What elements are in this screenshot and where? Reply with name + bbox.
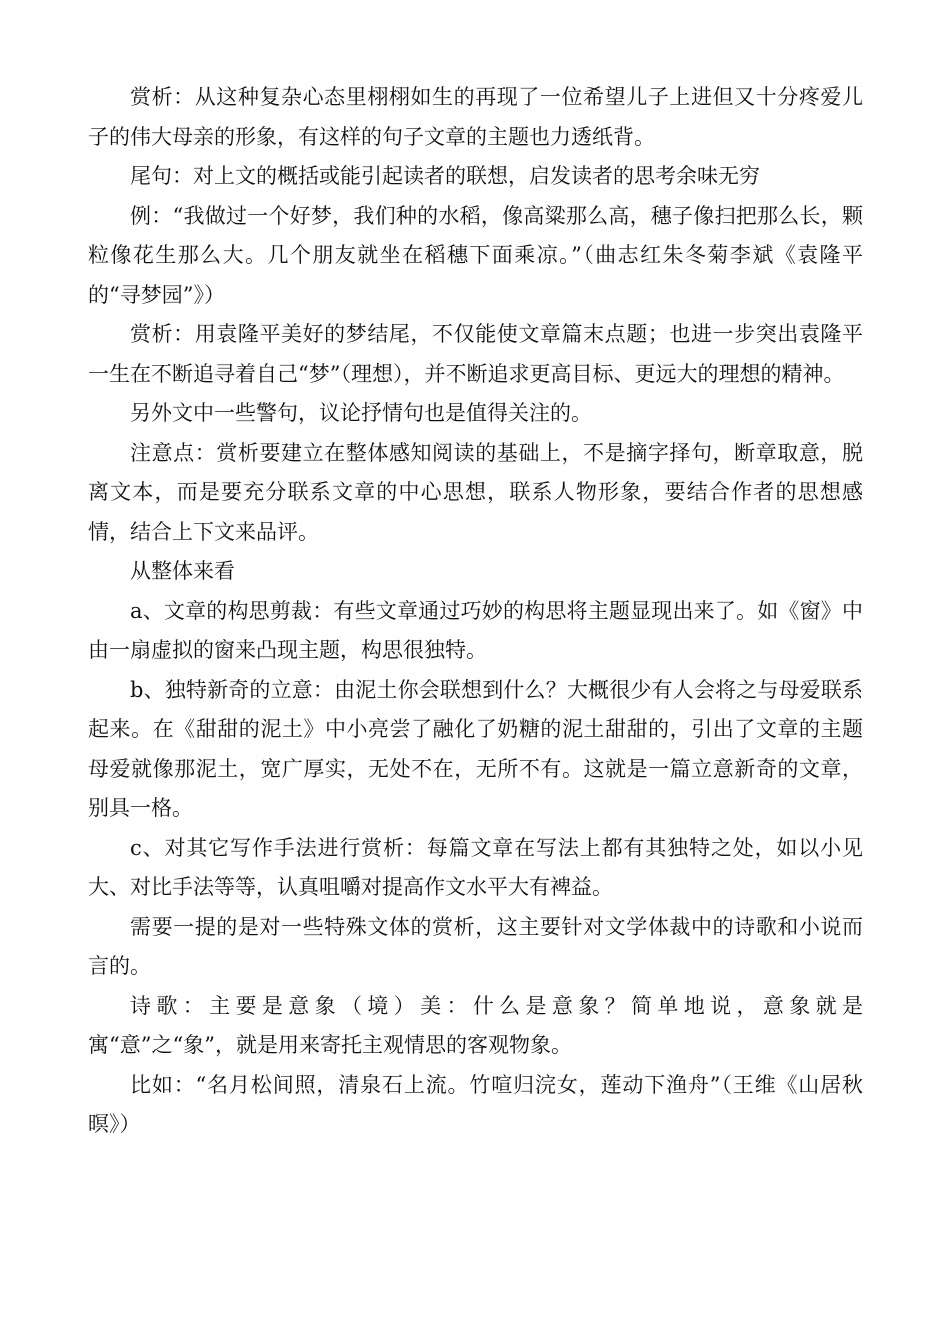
paragraph-attention-points: 注意点：赏析要建立在整体感知阅读的基础上，不是摘字择句，断章取意，脱离文本，而是要充分联系文章的中心思想，联系人物形象，要结合作者的思想感情，结合上下文来品评。 (88, 440, 863, 544)
paragraph-maxims: 另外文中一些警句，议论抒情句也是值得关注的。 (130, 401, 592, 425)
paragraph-item-c: c、对其它写作手法进行赏析：每篇文章在写法上都有其独特之处，如以小见大、对比手法等等，认真咀嚼对提高作文水平大有裨益。 (88, 835, 863, 899)
paragraph-item-b: b、独特新奇的立意：由泥土你会联想到什么？大概很少有人会将之与母爱联系起来。在《甜甜的泥土》中小亮尝了融化了奶糖的泥土甜甜的，引出了文章的主题母爱就像那泥土，宽广厚实，无处不在，无所不有。这就是一篇立意新奇的文章，别具一格。 (88, 677, 863, 820)
paragraph-poetry: 诗歌：主要是意象（境）美：什么是意象？简单地说，意象就是寓“意”之“象”，就是用来寄托主观情思的客观物象。 (88, 993, 863, 1057)
paragraph-overall-view: 从整体来看 (130, 559, 235, 583)
paragraph-poetry-example: 比如：“名月松间照，清泉石上流。竹喧归浣女，莲动下渔舟”（王维《山居秋暝》） (88, 1072, 863, 1136)
paragraph-appreciation-yuan: 赏析：用袁隆平美好的梦结尾，不仅能使文章篇末点题；也进一步突出袁隆平一生在不断追寻着自己“梦”（理想），并不断追求更高目标、更远大的理想的精神。 (88, 322, 863, 386)
document-page (88, 78, 863, 1145)
paragraph-ending-sentence: 尾句：对上文的概括或能引起读者的联想，启发读者的思考余味无穷 (130, 164, 760, 188)
paragraph-appreciation-mother: 赏析：从这种复杂心态里栩栩如生的再现了一位希望儿子上进但又十分疼爱儿子的伟大母亲的形象，有这样的句子文章的主题也力透纸背。 (88, 85, 863, 149)
paragraph-example-dream: 例：“我做过一个好梦，我们种的水稻，像高粱那么高，穗子像扫把那么长，颗粒像花生那么大。几个朋友就坐在稻穗下面乘凉。”（曲志红朱冬菊李斌《袁隆平的“寻梦园”》） (88, 203, 863, 307)
paragraph-item-a: a、文章的构思剪裁：有些文章通过巧妙的构思将主题显现出来了。如《窗》中由一扇虚拟的窗来凸现主题，构思很独特。 (88, 598, 863, 662)
paragraph-special-genres: 需要一提的是对一些特殊文体的赏析，这主要针对文学体裁中的诗歌和小说而言的。 (88, 914, 863, 978)
